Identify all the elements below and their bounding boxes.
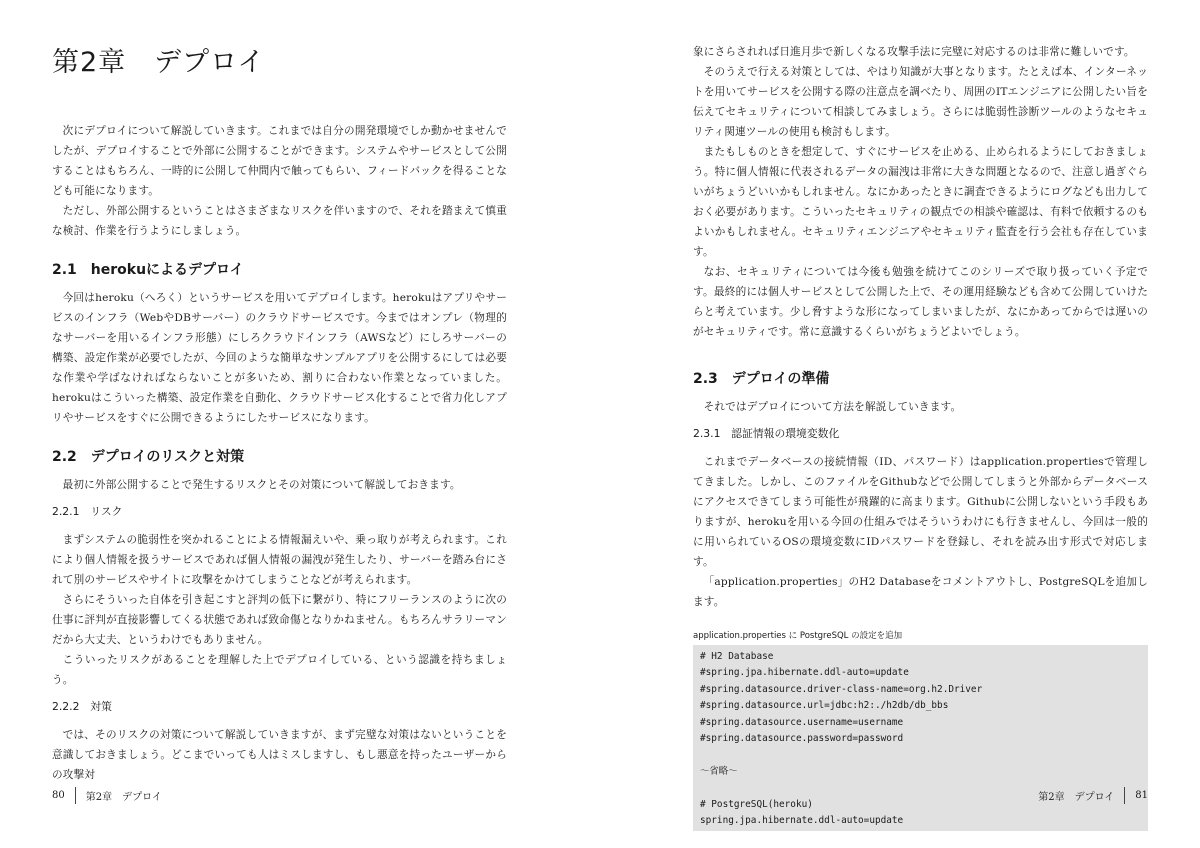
code-line: #spring.datasource.url=jdbc:h2:./h2db/db_bbs (700, 700, 949, 712)
right-page (600, 0, 1200, 848)
section-2-2-paragraph: 最初に外部公開することで発生するリスクとその対策について解説しておきます。 (62, 479, 461, 491)
page-number: 80 (52, 790, 65, 801)
subsection-2-3-1-paragraph: これまでデータベースの接続情報（ID、パスワード）はapplication.propertiesで管理してきました。しかし、このファイルをGithubなどで公開してしまうと外部からデータベースにアクセスできてしまう可能性が飛躍的に高まります。Githubに公開しないという手段もありますが、herokuを用いる今回の仕組みではそういうわけにも行きませんし、今回は一般的に用いられているOSの環境変数にIDパスワードを登録し、それを読み出す形式で対応します。 (693, 456, 1148, 568)
footer-divider (1124, 787, 1125, 804)
code-line: #spring.datasource.driver-class-name=org.h2.Driver (700, 683, 983, 695)
code-line (700, 747, 1141, 763)
code-line: ～省略～ (700, 765, 738, 777)
left-page-body (52, 40, 507, 785)
code-line: # H2 Database (700, 651, 774, 662)
section-heading-2-2: 2.2 デプロイのリスクと対策 (52, 449, 245, 465)
subsection-heading-2-2-1: 2.2.1 リスク (52, 505, 123, 518)
running-head: 第2章 デプロイ (1038, 792, 1115, 803)
right-page-body (693, 42, 1148, 831)
subsection-2-2-1-paragraph: さらにそういった自体を引き起こすと評判の低下に繋がり、特にフリーランスのように次の仕事に評判が直接影響してくる状態であれば致命傷となりかねません。もちろんサラリーマンだから大丈夫、というわけでもありません。 (52, 594, 507, 646)
section-heading-2-1: 2.1 herokuによるデプロイ (52, 262, 244, 278)
chapter-title: 第2章 デプロイ (52, 47, 266, 78)
section-2-1-paragraph: 今回はheroku（へろく）というサービスを用いてデプロイします。herokuはアプリやサービスのインフラ（WebやDBサーバー）のクラウドサービスです。今まではオンプレ（物理的なサーバーを用いるインフラ形態）にしろクラウドインフラ（AWSなど）にしろサーバーの構築、設定作業が必要でしたが、今回のような簡単なサンプルアプリを公開するにしては必要な作業や学ばなければならないことが多いため、割りに合わない作業となっていました。herokuはこういった構築、設定作業を自動化、クラウドサービス化することで省力化しアプリやサービスをすぐに公開できるようにしたサービスになります。 (52, 292, 507, 424)
running-head: 第2章 デプロイ (85, 792, 162, 803)
right-page-footer (1038, 787, 1148, 804)
subsection-2-3-1-paragraph: 「application.properties」のH2 Databaseをコメントアウトし、PostgreSQLを追加します。 (693, 576, 1148, 608)
continued-paragraph: なお、セキュリティについては今後も勉強を続けてこのシリーズで取り扱っていく予定です。最終的には個人サービスとして公開した上で、その運用経験なども含めて公開していけたらと考えています。少し脅すような形になってしまいましたが、なにかあってからでは遅いのがセキュリティです。常に意識するくらいがちょうどよいでしょう。 (693, 266, 1148, 338)
section-heading-2-3: 2.3 デプロイの準備 (693, 371, 830, 387)
code-line: # PostgreSQL(heroku) (700, 798, 813, 810)
subsection-heading-2-2-2: 2.2.2 対策 (52, 700, 112, 713)
code-line: #spring.datasource.username=username (700, 716, 904, 728)
intro-paragraph: 次にデプロイについて解説していきます。これまでは自分の開発環境でしか動かせませんでしたが、デプロイすることで外部に公開することができます。システムやサービスとして公開することはもちろん、一時的に公開して仲間内で触ってもらい、フィードバックを得ることなども可能になります。 (52, 125, 507, 197)
section-2-3-paragraph: それではデプロイについて方法を解説していきます。 (703, 401, 962, 413)
intro-paragraph: ただし、外部公開するということはさまざまなリスクを伴いますので、それを踏まえて慎重な検討、作業を行うようにしましょう。 (52, 205, 507, 237)
subsection-heading-2-3-1: 2.3.1 認証情報の環境変数化 (693, 427, 840, 440)
subsection-2-2-1-paragraph: まずシステムの脆弱性を突かれることによる情報漏えいや、乗っ取りが考えられます。これにより個人情報を扱うサービスであれば個人情報の漏洩が発生したり、サーバーを踏み台にされて別のサービスやサイトに攻撃をかけてしまうことなどが考えられます。 (52, 534, 507, 586)
code-line: #spring.jpa.hibernate.ddl-auto=update (700, 667, 909, 679)
subsection-2-2-1-paragraph: こういったリスクがあることを理解した上でデプロイしている、という認識を持ちましょう。 (52, 654, 507, 686)
left-page-footer (52, 787, 162, 804)
footer-divider (75, 787, 76, 804)
continued-paragraph: 象にさらされれば日進月歩で新しくなる攻撃手法に完璧に対応するのは非常に難しいです。 (693, 46, 1135, 58)
code-line: #spring.datasource.password=password (700, 733, 904, 745)
continued-paragraph: またもしものときを想定して、すぐにサービスを止める、止められるようにしておきましょう。特に個人情報に代表されるデータの漏洩は非常に大きな問題となるので、注意し過ぎぐらいがちょうどいいかもしれません。なにかあったときに調査できるようにログなども出力しておく必要があります。こういったセキュリティの観点での相談や確認は、有料で依頼するのもよいかもしれません。セキュリティエンジニアやセキュリティ監査を行う会社も存在しています。 (693, 146, 1148, 258)
continued-paragraph: そのうえで行える対策としては、やはり知識が大事となります。たとえば本、インターネットを用いてサービスを公開する際の注意点を調べたり、周囲のITエンジニアに公開したい旨を伝えてセキュリティについて相談してみましょう。さらには脆弱性診断ツールのようなセキュリティ関連ツールの使用も検討もします。 (693, 66, 1148, 138)
code-caption: application.properties に PostgreSQL の設定を追加 (693, 631, 903, 641)
code-line: spring.jpa.hibernate.ddl-auto=update (700, 815, 904, 827)
page-number: 81 (1135, 790, 1148, 801)
subsection-2-2-2-paragraph: では、そのリスクの対策について解説していきますが、まず完璧な対策はないということを意識しておきましょう。どこまでいっても人はミスしますし、もし悪意を持ったユーザーからの攻撃対 (52, 729, 507, 781)
